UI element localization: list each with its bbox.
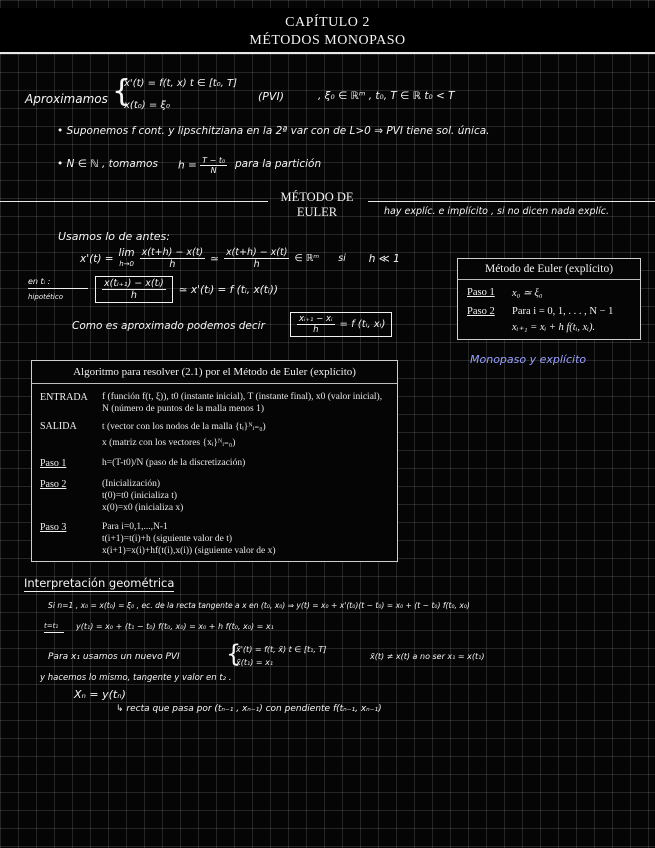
si-text: si <box>338 253 346 264</box>
section-title <box>272 190 362 220</box>
geometric-title: Interpretación geométrica <box>24 576 175 590</box>
hipotetica-label: hipotético <box>28 293 63 301</box>
boxed-scheme <box>290 312 392 337</box>
small-h-condition: h ≪ 1 <box>368 252 400 265</box>
geometric-title-underline <box>24 591 174 592</box>
conditions-text: , ξ₀ ∈ ℝᵐ , t₀, T ∈ ℝ t₀ < T <box>318 90 455 102</box>
algo-paso1-text: h=(T-t0)/N (paso de la discretización) <box>102 458 246 468</box>
system-brace: { <box>112 74 132 109</box>
algo-salida-2: x (matriz con los vectores {xᵢ}ᴺᵢ₌₀) <box>102 438 236 448</box>
h-fraction <box>200 156 227 175</box>
limit-label: lim <box>118 246 135 259</box>
side-arrow <box>28 288 88 289</box>
algo-entrada-2: N (número de puntos de la malla menos 1) <box>102 404 264 414</box>
section-note: hay explíc. e implícito , si no dicen nada explíc. <box>384 206 610 217</box>
algo-paso2-label: Paso 2 <box>40 479 67 490</box>
dq3-den: h <box>130 290 137 301</box>
chapter-label: CAPÍTULO 2 <box>285 15 370 30</box>
euler-box-title: Método de Euler (explícito) <box>458 259 640 280</box>
algo-paso3-label: Paso 3 <box>40 522 67 533</box>
dq2-den: h <box>253 259 260 270</box>
algo-entrada-label: ENTRADA <box>40 392 88 403</box>
dq3 <box>102 278 166 301</box>
geometric-line5: Xₙ = y(tₙ) <box>74 688 126 701</box>
usamos-text: Usamos lo de antes: <box>58 230 170 243</box>
bullet-partition-a: • N ∈ ℕ , tomamos <box>57 158 158 170</box>
derivative-lhs: x'(t) = <box>80 252 114 265</box>
h-numerator: T − t₀ <box>202 156 226 165</box>
dq3-rhs: ≃ x'(tᵢ) = f (tᵢ, x(tᵢ)) <box>178 283 278 296</box>
pvi2-eq2: x̃(t₁) = x₁ <box>236 658 274 667</box>
chapter-header <box>0 8 655 54</box>
dq2-num: x(t+h) − x(t) <box>225 247 288 258</box>
algo-paso2-l1: (Inicialización) <box>102 479 161 489</box>
h-definition <box>178 156 227 175</box>
euler-paso1-text: x₀ ≃ ξ₀ <box>512 288 543 299</box>
pvi-label: (PVI) <box>258 90 284 103</box>
bullet-partition-b: para la partición <box>235 158 322 170</box>
monopaso-note: Monopaso y explícito <box>470 353 587 366</box>
limit-sub: h→0 <box>119 259 134 268</box>
difference-quotient-1 <box>140 247 206 270</box>
chapter-title: MÉTODOS MONOPASO <box>249 33 406 48</box>
geometric-line3b: x̃(t) ≠ x(t) a no ser x₁ = x(t₁) <box>370 652 485 661</box>
algorithm-title: Algoritmo para resolver (2.1) por el Método de Euler (explícito) <box>32 361 397 384</box>
euler-paso2-label: Paso 2 <box>467 306 495 317</box>
eval-arrow <box>44 632 64 633</box>
dq4-den: h <box>313 325 319 335</box>
boxed-quotient <box>95 276 173 303</box>
en-ti-label: en tᵢ : <box>28 277 51 286</box>
dq3-num: x(tᵢ₊₁) − x(tᵢ) <box>104 278 164 289</box>
derivative-definition <box>80 247 400 270</box>
como-text: Como es aproximado podemos decir <box>72 320 265 332</box>
section-title-line2: EULER <box>296 205 338 219</box>
dq1-num: x(t+h) − x(t) <box>141 247 204 258</box>
section-rule-left <box>0 201 268 202</box>
geometric-line3a: Para x₁ usamos un nuevo PVI <box>48 652 180 662</box>
initial-condition: x(t₀) = ξ₀ <box>124 100 170 111</box>
euler-paso1-label: Paso 1 <box>467 287 495 298</box>
side-label <box>28 276 63 303</box>
euler-method-box <box>457 258 641 340</box>
bullet-lipschitz: • Suponemos f cont. y lipschitziana en la 2ª var con de L>0 ⇒ PVI tiene sol. única. <box>57 125 490 137</box>
algo-entrada-1: f (función f(t, ξ)), t0 (instante inicial), T (instante final), x0 (valor inicial), <box>102 392 383 402</box>
geometric-line2: y(t₁) = x₀ + (t₁ − t₀) f(t₀, x₀) = x₀ + h f(t₀, x₀) = x₁ <box>76 622 274 631</box>
section-title-line1: MÉTODO DE <box>280 190 354 204</box>
h-label: h = <box>178 159 197 172</box>
algo-paso1-label: Paso 1 <box>40 458 67 469</box>
pvi2-brace: { <box>226 640 242 668</box>
difference-quotient-2 <box>224 247 290 270</box>
pvi2-eq1: x̃'(t) = f(t, x̃) t ∈ [t₁, T] <box>236 645 327 654</box>
eval-label: t=t₁ <box>44 622 59 630</box>
in-rm: ∈ ℝᵐ <box>294 253 320 264</box>
euler-scheme-box <box>290 312 392 337</box>
ode-equation: x'(t) = f(t, x) t ∈ [t₀, T] <box>124 78 238 89</box>
euler-paso2-formula: xᵢ₊₁ = xᵢ + h f(tᵢ, xᵢ). <box>512 322 596 333</box>
euler-paso2-text: Para i = 0, 1, . . . , N − 1 <box>512 306 614 317</box>
algo-paso2-l2: t(0)=t0 (inicializa t) <box>102 491 177 501</box>
algo-paso3-l1: Para i=0,1,...,N-1 <box>102 522 168 532</box>
dq4 <box>297 314 335 335</box>
limit <box>119 248 135 270</box>
algo-salida-1: t (vector con los nodos de la malla {tᵢ}ᴺᵢ₌₀) <box>102 422 266 432</box>
aproximamos-text: Aproximamos <box>25 92 108 106</box>
algo-paso3-l2: t(i+1)=t(i)+h (siguiente valor de t) <box>102 534 233 544</box>
dq4-rhs: = f (tᵢ, xᵢ) <box>339 319 386 330</box>
algo-paso2-l3: x(0)=x0 (inicializa x) <box>102 503 184 513</box>
h-denominator: N <box>210 166 217 175</box>
dq4-num: xᵢ₊₁ − xᵢ <box>299 314 333 324</box>
hypothetical-equation <box>95 276 278 303</box>
geometric-line6: ↳ recta que pasa por (tₙ₋₁ , xₙ₋₁) con pendiente f(tₙ₋₁, xₙ₋₁) <box>116 704 382 714</box>
section-rule-right <box>368 201 655 202</box>
geometric-line1: Si n=1 , x₀ = x(t₀) = ξ₀ , ec. de la recta tangente a x en (t₀, x₀) ⇒ y(t) = x₀ + x'(t₀)(t − t₀) = x₀ + (t − t₀) f(t₀, x₀) <box>48 601 470 610</box>
algo-salida-label: SALIDA <box>40 421 77 432</box>
dq1-den: h <box>169 259 176 270</box>
algorithm-box <box>31 360 398 562</box>
algo-paso3-l3: x(i+1)=x(i)+hf(t(i),x(i)) (siguiente valor de x) <box>102 546 276 556</box>
geometric-line4: y hacemos lo mismo, tangente y valor en t₂ . <box>40 673 232 683</box>
approx-symbol: ≃ <box>210 252 219 265</box>
